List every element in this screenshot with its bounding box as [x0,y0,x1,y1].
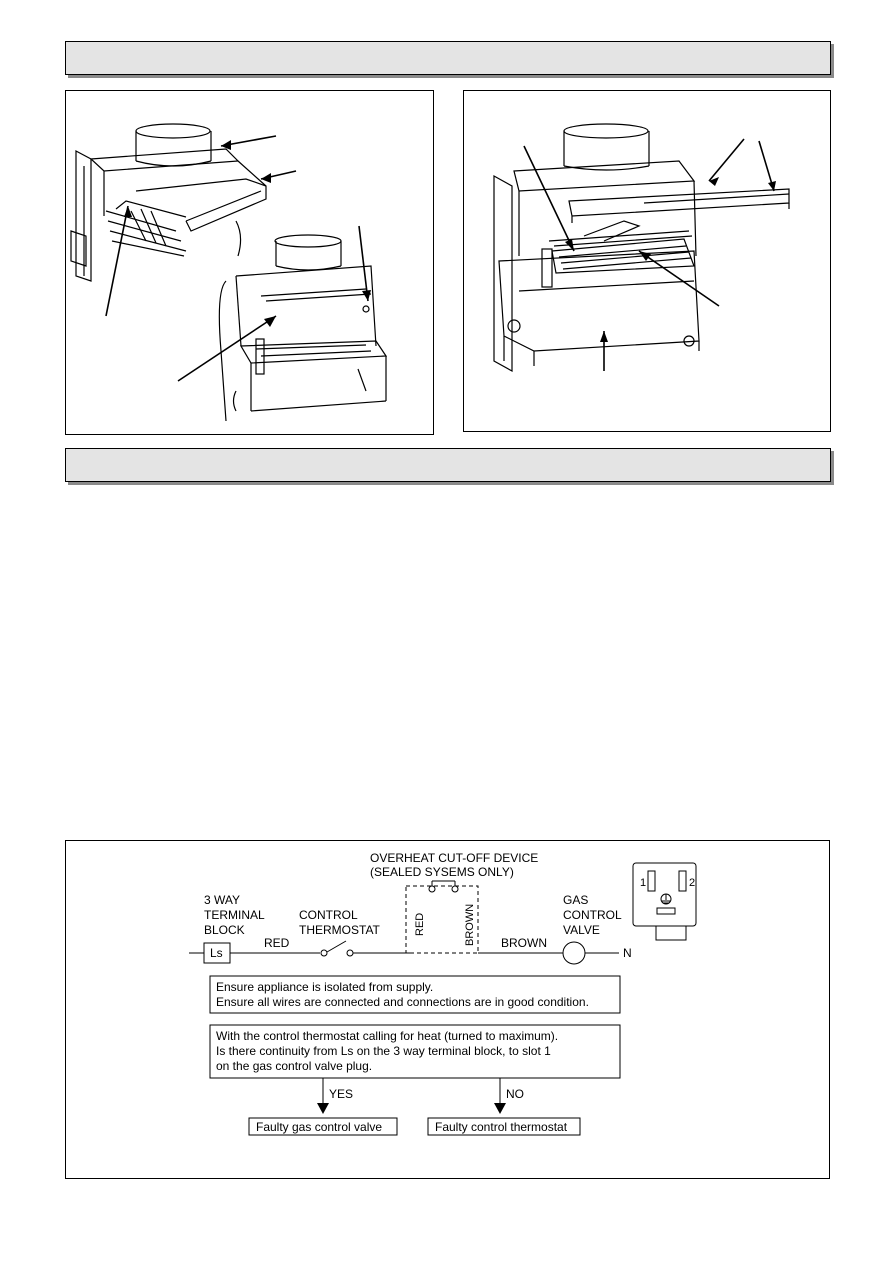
flowchart-no-label: NO [506,1087,524,1101]
overheat-label-1: OVERHEAT CUT-OFF DEVICE [370,851,539,865]
terminal-block-label-2: TERMINAL [204,908,265,922]
thermostat-label-1: CONTROL [299,908,358,922]
wire-brown-vertical-label: BROWN [464,903,476,946]
gas-valve-label-1: GAS [563,893,589,907]
figure-canopy-removal [65,90,434,435]
wiring-fault-diagram [65,840,830,1179]
arrow-yes [317,1103,329,1114]
wire-brown-label: BROWN [501,936,547,950]
gas-valve-label-3: VALVE [563,923,600,937]
section-header-bar-top [65,41,831,75]
flowchart-step2-line2: Is there continuity from Ls on the 3 way terminal block, to slot 1 [216,1044,551,1058]
terminal-block-label-3: BLOCK [204,923,245,937]
section-header-bar-middle [65,448,831,482]
gas-valve-label-2: CONTROL [563,908,622,922]
thermostat-label-2: THERMOSTAT [299,923,380,937]
flowchart-yes-label: YES [329,1087,354,1101]
flowchart-step1-line1: Ensure appliance is isolated from supply. [216,980,434,994]
flowchart-step2-line3: on the gas control valve plug. [216,1059,373,1073]
gas-valve-symbol [563,942,585,964]
plug-slot-2-label: 2 [689,877,696,889]
arrow-no [494,1103,506,1114]
flowchart-step2-line1: With the control thermostat calling for heat (turned to maximum). [216,1029,559,1043]
figure-burner-removal [463,90,831,432]
wire-red-label: RED [264,936,290,950]
terminal-ls-label: Ls [210,946,223,960]
overheat-label-2: (SEALED SYSEMS ONLY) [370,865,514,879]
wiring-diagram-canvas [66,841,829,1178]
terminal-block-label-1: 3 WAY [204,893,241,907]
burner-illustration [464,91,830,431]
flowchart-step1-line2: Ensure all wires are connected and connections are in good condition. [216,995,589,1009]
result-no-text: Faulty control thermostat [435,1120,568,1134]
result-yes-text: Faulty gas control valve [256,1120,383,1134]
canopy-illustration [66,91,433,434]
wire-red-vertical-label: RED [414,912,426,936]
neutral-label: N [623,946,632,960]
plug-slot-1-label: 1 [640,877,647,889]
